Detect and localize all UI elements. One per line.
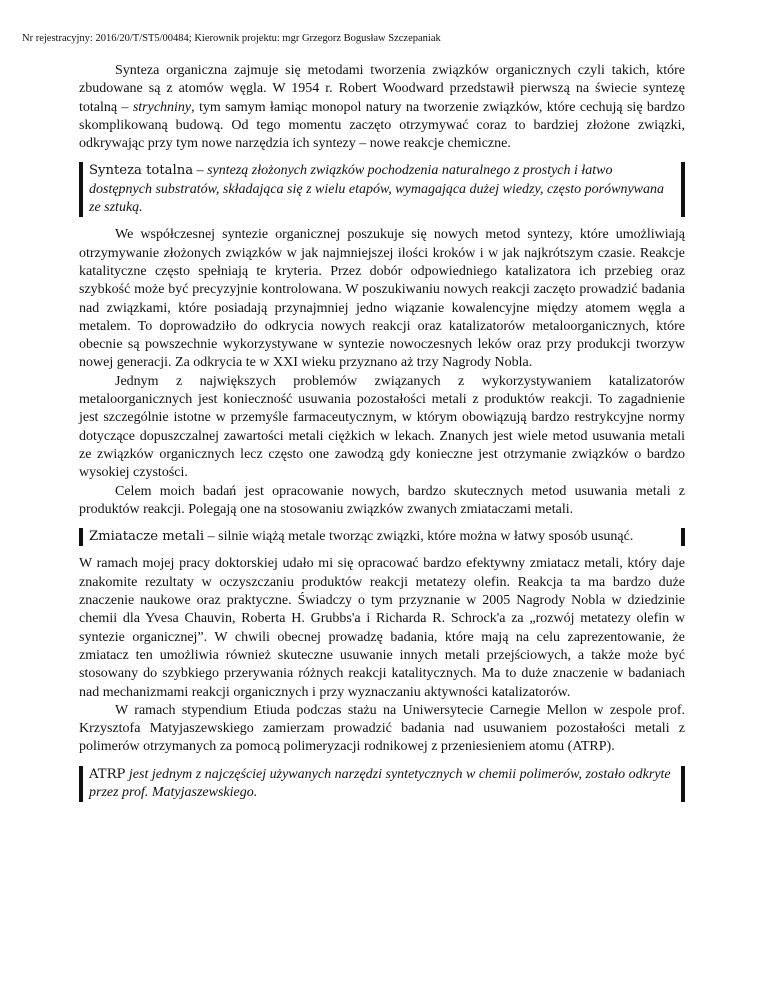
strychnine-emphasis: strychniny — [132, 99, 192, 115]
callout-bar-left — [79, 162, 83, 217]
definition-text: silnie wiążą metale tworząc związki, które można w łatwy sposób usunąć. — [218, 529, 634, 545]
paragraph-intro — [79, 62, 685, 153]
paragraph-modern-synthesis: We współczesnej syntezie organicznej poszukuje się nowych metod syntezy, które umożliwiają otrzymywanie złożonych związków w jak najmniejszej ilości kroków i w jak najkrótszym czasie. Reakcje katalityczne często spełniają te kryteria. Przez dobór odpowiedniego katalizatora ich przebieg oraz szybkość może być precyzyjnie kontrolowana. W poszukiwaniu nowych reakcji zaczęto prowadzić badania nad związkami, które posiadają przynajmniej jedno wiązanie kowalencyjne między atomem węgla a metalem. To doprowadziło do odkrycia nowych reakcji oraz katalizatorów metaloorganicznych, które obecnie są powszechnie wykorzystywane w syntezie nowoczesnych leków oraz przy produkcji tworzyw nowej generacji. Za odkrycia te w XXI wieku przyznano aż trzy Nagrody Nobla. — [79, 227, 685, 371]
definition-dash: – — [193, 163, 208, 179]
callout-bar-right — [681, 162, 685, 217]
page-header: Nr rejestracyjny: 2016/20/T/ST5/00484; Kierownik projektu: mgr Grzegorz Bogusław Szczepaniak — [22, 33, 441, 44]
definition-box-atrp — [79, 766, 685, 803]
definition-box-scavengers — [79, 528, 685, 546]
paragraph-intro-text-b: , tym samym łamiąc monopol natury na tworzenie związków, które cechują się bardzo skomplikowaną budową. Od tego momentu zaczęto otrzymywać coraz to bardziej złożone związki, odkrywając przy tym nowe narzędzia ich syntezy – nowe reakcje chemiczne. — [79, 99, 685, 152]
callout-bar-right — [681, 528, 685, 546]
paragraph-etiuda: W ramach stypendium Etiuda podczas stażu na Uniwersytecie Carnegie Mellon w zespole prof. Krzysztofa Matyjaszewskiego zamierzam prowadzić badania nad usuwaniem pozostałości metali z polimerów otrzymanych za pomocą polimeryzacji rodnikowej z przeniesieniem atomu (ATRP). — [79, 702, 685, 755]
definition-term: Zmiatacze metali — [89, 529, 205, 545]
definition-text: jest jednym z najczęściej używanych narzędzi syntetycznych w chemii polimerów, zostało odkryte przez prof. Matyjaszewskiego. — [89, 766, 671, 800]
callout-bar-left — [79, 528, 83, 546]
paragraph-research-goal: Celem moich badań jest opracowanie nowych, bardzo skutecznych metod usuwania metali z produktów reakcji. Polegają one na stosowaniu związków zwanych zmiataczami metali. — [79, 483, 685, 517]
document-body — [79, 62, 685, 811]
callout-bar-right — [681, 766, 685, 803]
callout-bar-left — [79, 766, 83, 803]
definition-term: ATRP — [89, 766, 126, 782]
definition-term: Synteza totalna — [89, 163, 194, 179]
definition-box-total-synthesis — [79, 162, 685, 217]
paragraph-phd-work: W ramach mojej pracy doktorskiej udało mi się opracować bardzo efektywny zmiatacz metali, który daje znakomite rezultaty w oczyszczaniu produktów reakcji metatezy olefin. Reakcja ta ma bardzo duże znaczenie naukowe oraz praktyczne. Świadczy o tym przyznanie w 2005 Nagrody Nobla w dziedzinie chemii dla Yvesa Chauvin, Roberta H. Grubbs'a i Richarda R. Schrock'a za „rozwój metatezy olefin w syntezie organicznej”. W chwili obecnej prowadzę badania, które mają na celu zaprezentowanie, że zmiatacz ten umożliwia również skuteczne usuwanie innych metali przejściowych, a także może być stosowany do szybkiego przerywania różnych reakcji katalitycznych. Ma to duże znaczenie w badaniach nad mechanizmami reakcji organicznych i przy wyznaczaniu aktywności katalizatorów. — [79, 556, 685, 700]
paragraph-intro-text-a: Synteza organiczna zajmuje się metodami tworzenia związków organicznych czyli takich, które zbudowane są z atomów węgla. W 1954 r. Robert Woodward przedstawił pierwszą na świecie syntezę totalną – — [79, 63, 685, 115]
definition-dash: – — [204, 529, 219, 545]
paragraph-problems: Jednym z największych problemów związanych z wykorzystywaniem katalizatorów metaloorganicznych jest konieczność usuwania pozostałości metali z produktów reakcji. To zagadnienie jest szczególnie istotne w przemyśle farmaceutycznym, w którym obowiązują bardzo restrykcyjne normy dotyczące dopuszczalnej zawartości metali ciężkich w lekach. Znanych jest wiele metod usuwania metali ze związków organicznych lecz często one zawodzą gdy konieczne jest otrzymanie związków o bardzo wysokiej czystości. — [79, 373, 685, 481]
definition-text: syntezą złożonych związków pochodzenia naturalnego z prostych i łatwo dostępnych substratów, składająca się z wielu etapów, wymagająca dużej wiedzy, często porównywana ze sztuką. — [89, 163, 664, 216]
